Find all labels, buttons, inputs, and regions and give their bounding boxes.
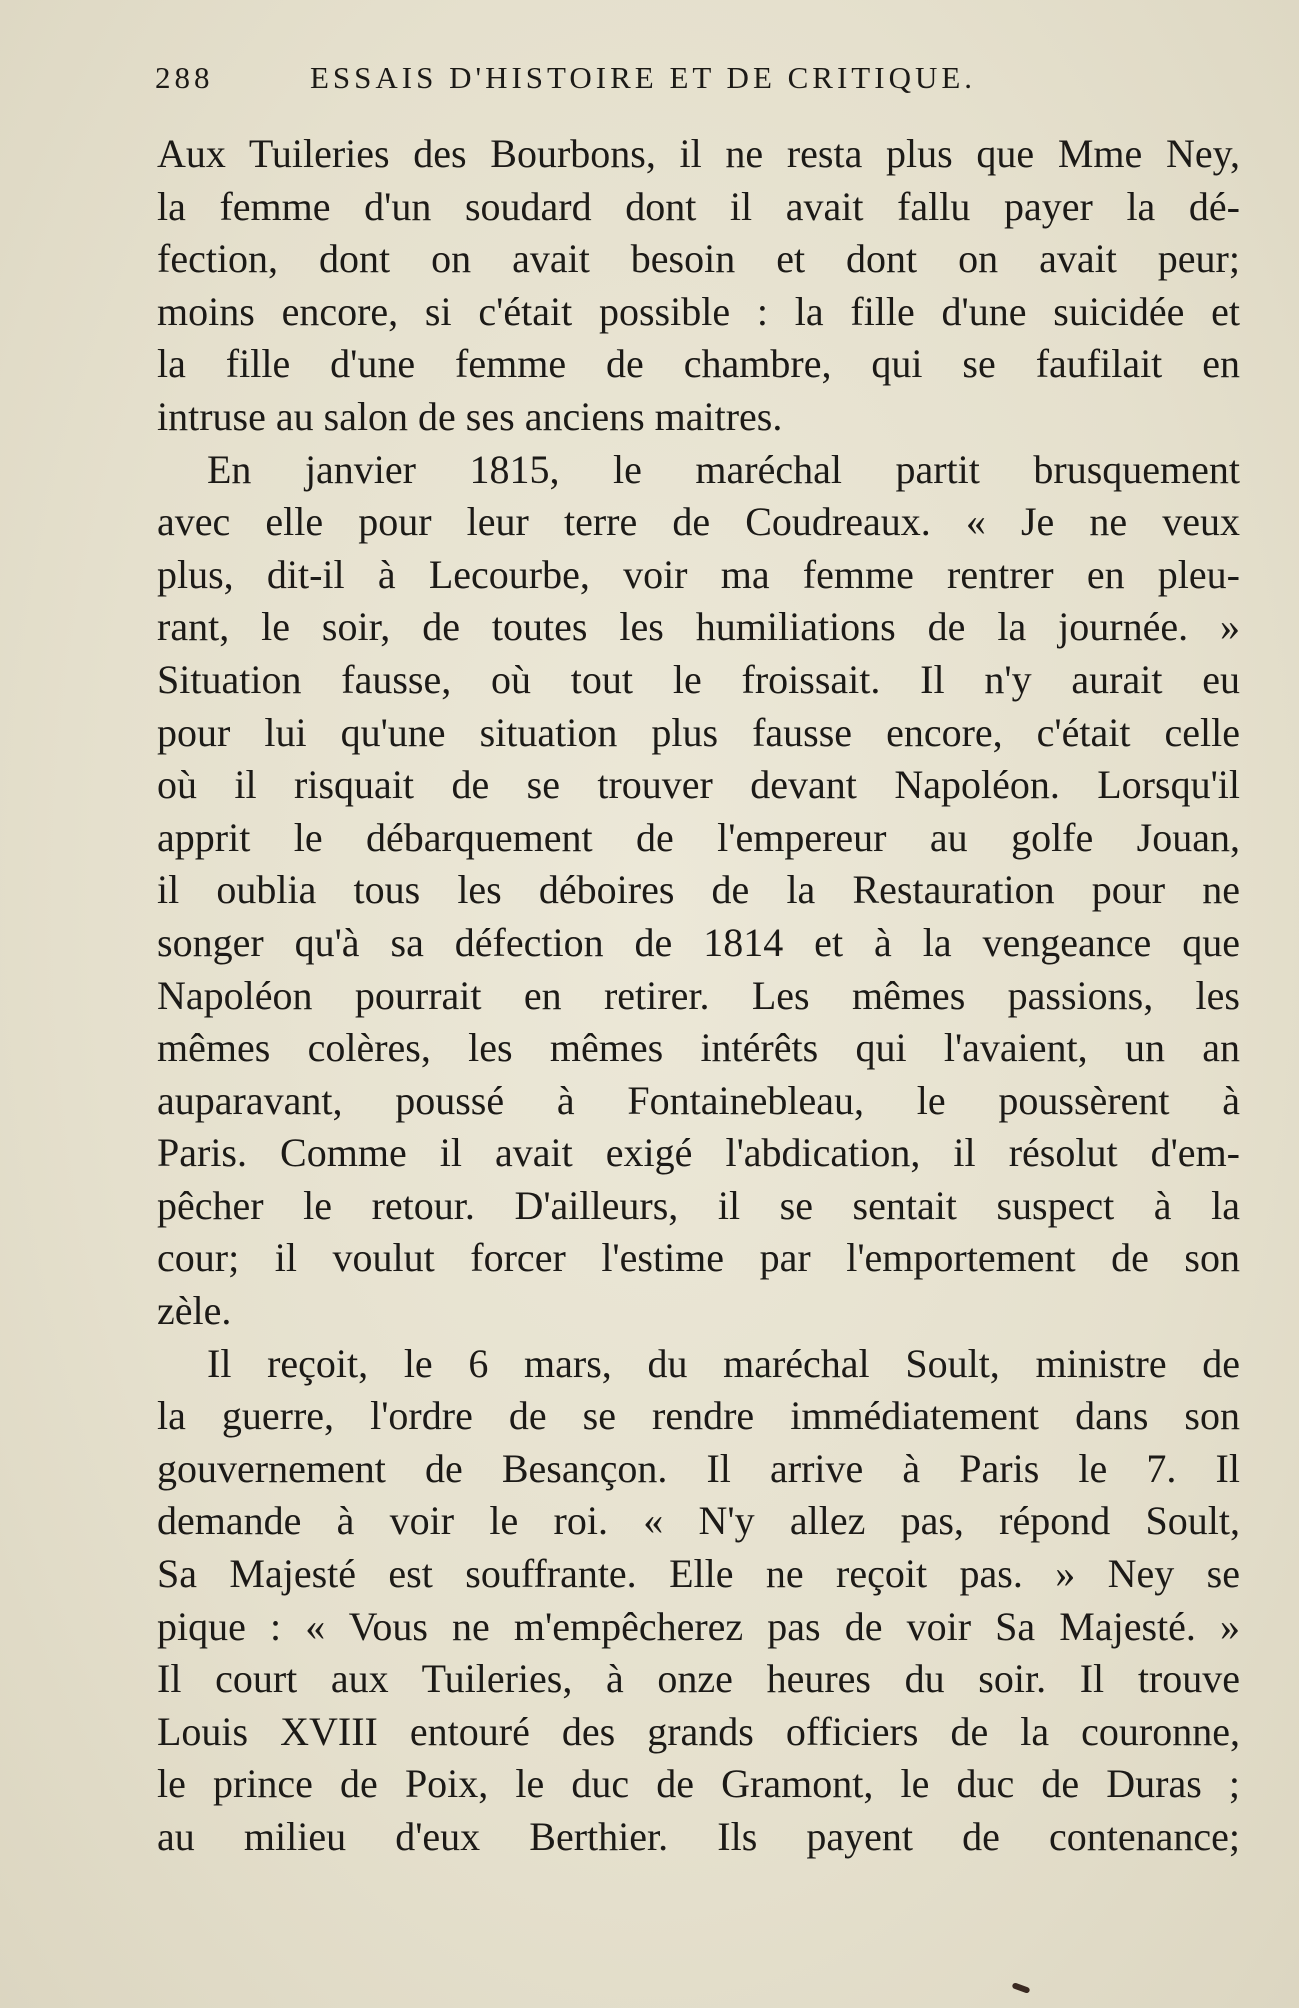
text-line: pour lui qu'une situation plus fausse encore, c'était celle (157, 709, 1240, 755)
text-line: Louis XVIII entouré des grands officiers de la couronne, (157, 1708, 1240, 1754)
text-line: fection, dont on avait besoin et dont on avait peur; (157, 236, 1240, 282)
text-line: Sa Majesté est souffrante. Elle ne reçoit pas. » Ney se (157, 1551, 1240, 1597)
text-line: gouvernement de Besançon. Il arrive à Paris le 7. Il (157, 1445, 1240, 1491)
text-line: zèle. (157, 1288, 232, 1334)
text-line: Napoléon pourrait en retirer. Les mêmes passions, les (157, 972, 1240, 1018)
text-line: moins encore, si c'était possible : la fille d'une suicidée et (157, 288, 1240, 334)
page-number: 288 (155, 60, 214, 95)
text-line: Aux Tuileries des Bourbons, il ne resta plus que Mme Ney, (157, 131, 1240, 176)
text-line: songer qu'à sa défection de 1814 et à la vengeance que (157, 919, 1240, 965)
running-title: ESSAIS D'HISTOIRE ET DE CRITIQUE. (310, 60, 977, 95)
body-text (157, 128, 1240, 1864)
running-header (155, 60, 1250, 100)
text-line: Paris. Comme il avait exigé l'abdication, il résolut d'em- (157, 1130, 1240, 1176)
text-line: En janvier 1815, le maréchal partit brusquement (207, 446, 1240, 492)
text-line: pêcher le retour. D'ailleurs, il se sentait suspect à la (157, 1182, 1240, 1228)
ink-speck (1012, 1982, 1031, 1994)
text-line: cour; il voulut forcer l'estime par l'emportement de son (157, 1235, 1240, 1281)
text-line: demande à voir le roi. « N'y allez pas, répond Soult, (157, 1498, 1240, 1544)
text-line: il oublia tous les déboires de la Restauration pour ne (157, 867, 1240, 913)
text-line: plus, dit-il à Lecourbe, voir ma femme rentrer en pleu- (157, 551, 1240, 597)
text-line: Il reçoit, le 6 mars, du maréchal Soult, ministre de (207, 1340, 1240, 1386)
text-line: au milieu d'eux Berthier. Ils payent de contenance; (157, 1814, 1240, 1859)
text-line: apprit le débarquement de l'empereur au golfe Jouan, (157, 814, 1240, 860)
text-line: Il court aux Tuileries, à onze heures du soir. Il trouve (157, 1656, 1240, 1702)
text-line: auparavant, poussé à Fontainebleau, le poussèrent à (157, 1077, 1240, 1123)
text-line: pique : « Vous ne m'empêcherez pas de voir Sa Majesté. » (157, 1603, 1240, 1649)
text-line: intruse au salon de ses anciens maitres. (157, 393, 783, 439)
text-line: où il risquait de se trouver devant Napoléon. Lorsqu'il (157, 762, 1240, 808)
text-line: mêmes colères, les mêmes intérêts qui l'avaient, un an (157, 1025, 1240, 1071)
text-line: rant, le soir, de toutes les humiliations de la journée. » (157, 604, 1240, 650)
text-line: Situation fausse, où tout le froissait. Il n'y aurait eu (157, 656, 1240, 702)
text-line: la femme d'un soudard dont il avait fallu payer la dé- (157, 183, 1240, 229)
text-line: la guerre, l'ordre de se rendre immédiatement dans son (157, 1393, 1240, 1439)
text-line: avec elle pour leur terre de Coudreaux. « Je ne veux (157, 499, 1240, 545)
text-line: le prince de Poix, le duc de Gramont, le duc de Duras ; (157, 1761, 1240, 1807)
text-line: la fille d'une femme de chambre, qui se faufilait en (157, 341, 1240, 387)
